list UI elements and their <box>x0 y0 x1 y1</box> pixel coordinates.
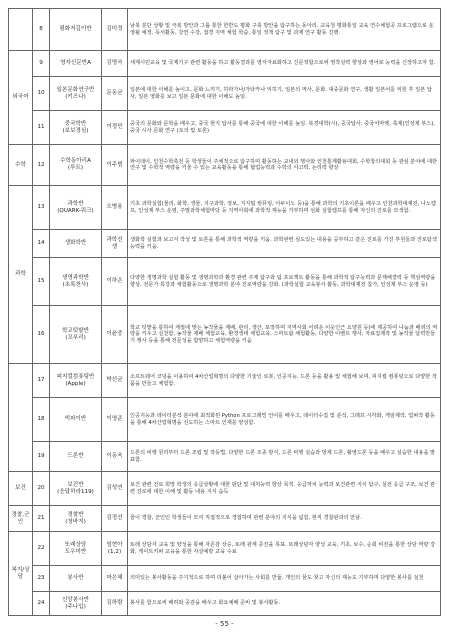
teacher-cell: 문동균 <box>102 77 128 111</box>
teacher-cell: 마은혜 <box>102 566 128 592</box>
description-cell: 드론의 비행 원리부터 드론 조립 및 작동법, 다양한 드론 조종 방식, 드론 비행 실습과 방제 드론, 촬영드론 등을 배우고 실습한 내용을 발표함. <box>128 442 441 472</box>
description-cell: 세계시민교육 및 국제기구 관련 활동을 하고 활동결과를 영자자료화하고 신문적합으로써 영작실력 향상과 영어로 능력을 신장하고자 함. <box>128 51 441 77</box>
table-row <box>9 364 441 398</box>
description-cell: 보건 관련 진로 희망 학생의 응급상황에 대한 판단 및 대처능력 향상 목적. 응급처치 능력과 보건관련 지식 탐구, 실전 응급 구조, 보건 관련 진로에 대한 이해 및 활동 내용 지식 습득 <box>128 472 441 506</box>
club-name-cell: 경찰반 (청바지) <box>50 506 102 532</box>
teacher-cell: 엄현아 (1,2) <box>102 532 128 566</box>
teacher-cell: 이주범 <box>102 145 128 186</box>
club-name-cell: 과학반 (QUARK-쿼크) <box>50 186 102 230</box>
table-row <box>9 566 441 592</box>
description-cell: 인공지능과 데이터분석 분야에 최적화된 Python 프로그래밍 언어를 배우고, 데이터수집 및 분석, 그래프 시각화, 게임제작, 업퍼작 활동을 통해 4차산업혁명을 선도하는 스마트 인재를 양성함. <box>128 398 441 442</box>
teacher-cell: 김명숙 <box>102 51 128 77</box>
description-cell: 소프트웨어 코딩을 이용하여 4차산업혁명의 다양한 기술인 로봇, 인공지능, 드론 등을 활용 및 체험해 보며, 피지컬 컴퓨팅으로 다양한 작품을 만들고 체험함. <box>128 364 441 398</box>
teacher-cell: 박선균 <box>102 364 128 398</box>
table-row <box>9 442 441 472</box>
area-cell: 수학 <box>9 145 33 186</box>
area-cell <box>9 364 33 472</box>
area-cell <box>9 9 33 51</box>
description-cell: 파이데이, 인천수학축전 등 학생들이 주체적으로 탐구하며 활동하는 교내외 행사와 인천통계활용대회, 수학창의대회 등 관심 분야에 대한 연구 및 수학적 역량을 키울 수 있는 교육활동을 통해 협업능력과 수학의 사고력, 논리력 향상 <box>128 145 441 186</box>
description-cell: 의미있는 봉사활동을 주기적으로 하며 더불어 살아가는 사회를 만듦. 개인의 꿈도 찾고 자신의 재능도 기부하며 다양한 봉사를 실천 <box>128 566 441 592</box>
description-cell: 학교 텃밭을 통하여 계절에 맞는 농작물을 재배, 관리, 생산, 포장하며 지역사회 어려운 이웃인근 요양원 등)에 제공하여 나눔과 배려의 역량을 키우고 실천함. 농작물 재배 체험교육, 환경생태 체험교육, 스마트팜 체험활동, 다양한 이벤트 행사, 자료집제작 및 농작물 달력만들기 행사 등을 통해 전문성을 함양하고 체험역량을 키움 <box>128 306 441 364</box>
table-row <box>9 145 441 186</box>
club-name-cell: 생화학반 <box>50 230 102 258</box>
table-row <box>9 398 441 442</box>
area-cell: 보건 <box>9 472 33 506</box>
number-cell: 23 <box>33 566 50 592</box>
teacher-cell: 김미정 <box>102 9 128 51</box>
club-name-cell: 일본문화연구반 (키즈나) <box>50 77 102 111</box>
number-cell: 18 <box>33 398 50 442</box>
club-table <box>8 8 441 616</box>
teacher-cell: 오병용 <box>102 186 128 230</box>
club-name-cell: 평화저깊이반 <box>50 9 102 51</box>
teacher-cell: 김성연 <box>102 472 128 506</box>
number-cell: 12 <box>33 145 50 186</box>
table-row <box>9 230 441 258</box>
description-cell: 꿈이 경찰, 군인인 학생들이 모여 직접적으로 경험하며 관련 분야의 지식을 넓힘, 현직 경찰관과의 만남. <box>128 506 441 532</box>
club-name-cell: 또래상담 도우미반 <box>50 532 102 566</box>
club-name-cell: 봉사반 <box>50 566 102 592</box>
area-cell: 과학 <box>9 186 33 364</box>
club-name-cell: 생명과학반 (초록천사) <box>50 258 102 306</box>
table-row <box>9 258 441 306</box>
table-row <box>9 9 441 51</box>
teacher-cell: 과학선생 <box>102 230 128 258</box>
number-cell: 20 <box>33 472 50 506</box>
table-row <box>9 186 441 230</box>
number-cell: 17 <box>33 364 50 398</box>
page-number: - 55 - <box>215 620 234 628</box>
area-cell: 복지/상담 <box>9 532 33 616</box>
table-row <box>9 111 441 145</box>
number-cell: 13 <box>33 186 50 230</box>
number-cell: 22 <box>33 532 50 566</box>
description-cell: 기초 과학실험(물리, 화학, 생물, 지구과학, 정보, 지지털 컴퓨팅, 아두이노 등)을 통해 과학의 기초이론을 배우고 인천과학대제전, 나노캠프, 인성제 부스 운영, 주말과학체험마당 등 지역사회에 과학적 재능을 기부하며 심화 실험캠프를 통해 자신의 진로를 모색함. <box>128 186 441 230</box>
description-cell: 중국의 문화와 문학을 배우고, 중국 현지 답사를 통해 중국에 대한 이해를 높임. 북경대학(시), 중국답사, 중국어마켓, 축제(인성제 부스), 중국 시사 문화 연구 (토의 및 토론) <box>128 111 441 145</box>
area-cell: 외국어 <box>9 51 33 145</box>
table-row <box>9 532 441 566</box>
teacher-cell: 이경민 <box>102 111 128 145</box>
number-cell: 24 <box>33 592 50 616</box>
number-cell: 15 <box>33 258 50 306</box>
table-row <box>9 77 441 111</box>
number-cell: 21 <box>33 506 50 532</box>
club-name-cell: 수학동아리A (루트) <box>50 145 102 186</box>
teacher-cell: 이동욱 <box>102 442 128 472</box>
club-name-cell: 보건반 (응답하라119) <box>50 472 102 506</box>
number-cell: 14 <box>33 230 50 258</box>
table-row <box>9 51 441 77</box>
description-cell: 남북 분단 상황 및 극복 방안과 그룹 통한 한반도 평화 구축 방안을 탐구하는 동아리. 교육청 평화통일 교육 연수체험공 프로그램으로 운영될 예정. 독서활동, 강연 수강, 접경 지역 체험 학습, 통일 정책 탐구 및 과제 연구 활동 진행. <box>128 9 441 51</box>
number-cell: 19 <box>33 442 50 472</box>
club-table-page <box>8 8 440 610</box>
club-name-cell: 신앙봉사반 (주나입) <box>50 592 102 616</box>
club-name-cell: 중국학반 (보보경심) <box>50 111 102 145</box>
club-name-cell: 빅파이반 <box>50 398 102 442</box>
description-cell: 다양한 생명과학 실험 활동 및 생명과학과 환경 관련 주제 탐구와 팀 프로젝트 활동을 통해 과학적 탐구능력과 문제해결력 등 핵심역량을 향상. 전문가 특강과 체험활동으로 생명과학 분야 진로역량을 강화. (과학실험 교육봉사 활동, 과학대제전 참가, 인성제 부스 운영 등) <box>128 258 441 306</box>
teacher-cell: 김하람 <box>102 592 128 616</box>
teacher-cell: 김정선 <box>102 506 128 532</box>
description-cell: 봉사를 함으로써 배려와 공감을 배우고 화요예배 준비 및 봉사활동. <box>128 592 441 616</box>
table-row <box>9 506 441 532</box>
teacher-cell: 이영준 <box>102 398 128 442</box>
teacher-cell: 이하은 <box>102 258 128 306</box>
description-cell: 생화학 실험과 보고서 작성 및 토론을 통해 과학적 역량을 키움. 과학관련 심도있는 내용을 공부하고 같은 진로를 가진 부원들과 진로탐색능력을 키움. <box>128 230 441 258</box>
number-cell: 11 <box>33 111 50 145</box>
number-cell: 16 <box>33 306 50 364</box>
club-name-cell: 영자신문반A <box>50 51 102 77</box>
table-row <box>9 306 441 364</box>
club-name-cell: 드론반 <box>50 442 102 472</box>
club-name-cell: 피지컬컴퓨팅반 (Apple) <box>50 364 102 398</box>
club-name-cell: 학교텃밭반 (꼬푸리) <box>50 306 102 364</box>
area-cell: 경찰,군인 <box>9 506 33 532</box>
number-cell: 8 <box>33 9 50 51</box>
table-row <box>9 472 441 506</box>
description-cell: 또래 상담자 교육 및 양성을 통해 자존감 상승, 또래 관계 증진을 목표. 또래상담자 양성 교육, 기초, 보수, 순회 비전을 통한 상담 역량 강화, 게이트키퍼 교육을 통한 자살예방 교육 수료 <box>128 532 441 566</box>
table-row <box>9 592 441 616</box>
number-cell: 10 <box>33 77 50 111</box>
description-cell: 일본에 대한 이해를 높이고, 문화 느끼기, 히라가나/가타카나 익히기, 일본의 역사, 문화, 대중문화 연구, 생활 일본어를 익힌 후 일본 답사, 일본 영화를 보고 일본 문화에 대한 이해도 높임. <box>128 77 441 111</box>
number-cell: 9 <box>33 51 50 77</box>
teacher-cell: 이윤중 <box>102 306 128 364</box>
